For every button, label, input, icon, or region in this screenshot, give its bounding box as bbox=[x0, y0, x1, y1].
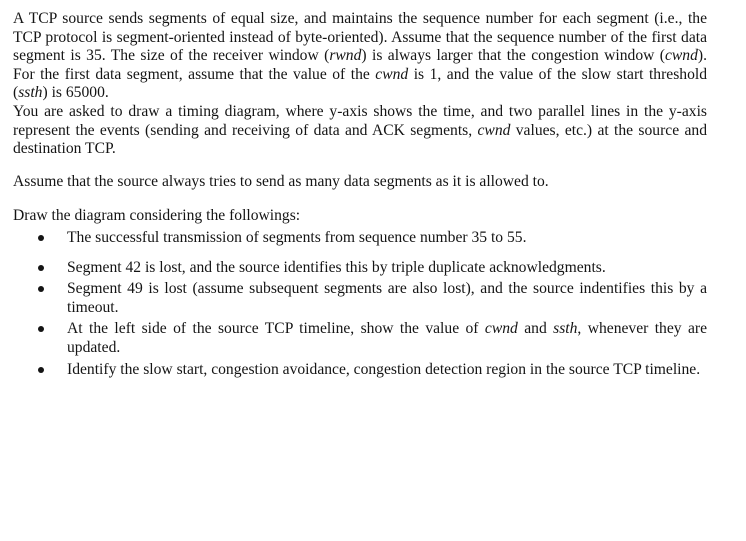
list-item bbox=[13, 361, 707, 380]
bullet-text-4c: , whenever they are updated. bbox=[67, 320, 707, 356]
bullet-icon bbox=[38, 367, 44, 373]
bullet-text-5: Identify the slow start, congestion avoidance, congestion detection region in the source TCP timeline. bbox=[67, 360, 701, 378]
intro-text-1: A TCP source sends segments of equal size, and maintains the sequence number for each segment (i.e., the TCP protocol is segment-oriented instead of byte-oriented). Assume that the sequence number of the first data segment is 35. The size of the receiver window ( bbox=[13, 10, 707, 65]
bullet-text-4a: At the left side of the source TCP timeline, show the value of bbox=[67, 320, 485, 338]
intro-paragraph bbox=[13, 10, 707, 103]
list-item bbox=[13, 229, 707, 248]
ssth-term: ssth bbox=[18, 84, 43, 102]
list-item bbox=[13, 259, 707, 278]
task-text-2: values, etc.) at the source and destination TCP. bbox=[13, 121, 707, 158]
intro-text-2: ) is always larger that the congestion window ( bbox=[361, 47, 665, 65]
draw-heading: Draw the diagram considering the followings: bbox=[13, 207, 301, 225]
task-text-1: You are asked to draw a timing diagram, where y-axis shows the time, and two parallel lines in the y-axis represent the events (sending and receiving of data and ACK segments, bbox=[13, 102, 707, 139]
bullet-text-1: The successful transmission of segments from sequence number 35 to 55. bbox=[67, 228, 527, 246]
bullet-text-2: Segment 42 is lost, and the source identifies this by triple duplicate acknowledgments. bbox=[67, 258, 606, 276]
requirements-list bbox=[13, 229, 707, 379]
bullet-text-3: Segment 49 is lost (assume subsequent segments are also lost), and the source indentifies this by a timeout. bbox=[67, 280, 707, 316]
bullet-icon bbox=[38, 326, 44, 332]
question-document bbox=[13, 10, 707, 379]
task-paragraph bbox=[13, 103, 707, 159]
bullet-cwnd-term: cwnd bbox=[484, 320, 518, 338]
list-item bbox=[13, 320, 707, 357]
bullet-ssth-term: ssth bbox=[553, 320, 578, 338]
intro-text-4: is 1, and the value of the slow start threshold ( bbox=[13, 65, 708, 102]
cwnd-term-2: cwnd bbox=[375, 65, 409, 83]
assumption-paragraph: Assume that the source always tries to send as many data segments as it is allowed to. bbox=[13, 172, 549, 190]
intro-text-3: ). For the first data segment, assume that the value of the bbox=[13, 47, 707, 83]
bullet-icon bbox=[38, 286, 44, 292]
task-cwnd-term: cwnd bbox=[477, 121, 511, 139]
cwnd-term: cwnd bbox=[664, 47, 698, 65]
bullet-icon bbox=[38, 235, 44, 241]
bullet-text-4b: and bbox=[517, 320, 554, 338]
list-item bbox=[13, 280, 707, 317]
intro-text-5: ) is 65000. bbox=[42, 84, 109, 102]
bullet-icon bbox=[38, 265, 44, 271]
rwnd-term: rwnd bbox=[329, 47, 362, 65]
